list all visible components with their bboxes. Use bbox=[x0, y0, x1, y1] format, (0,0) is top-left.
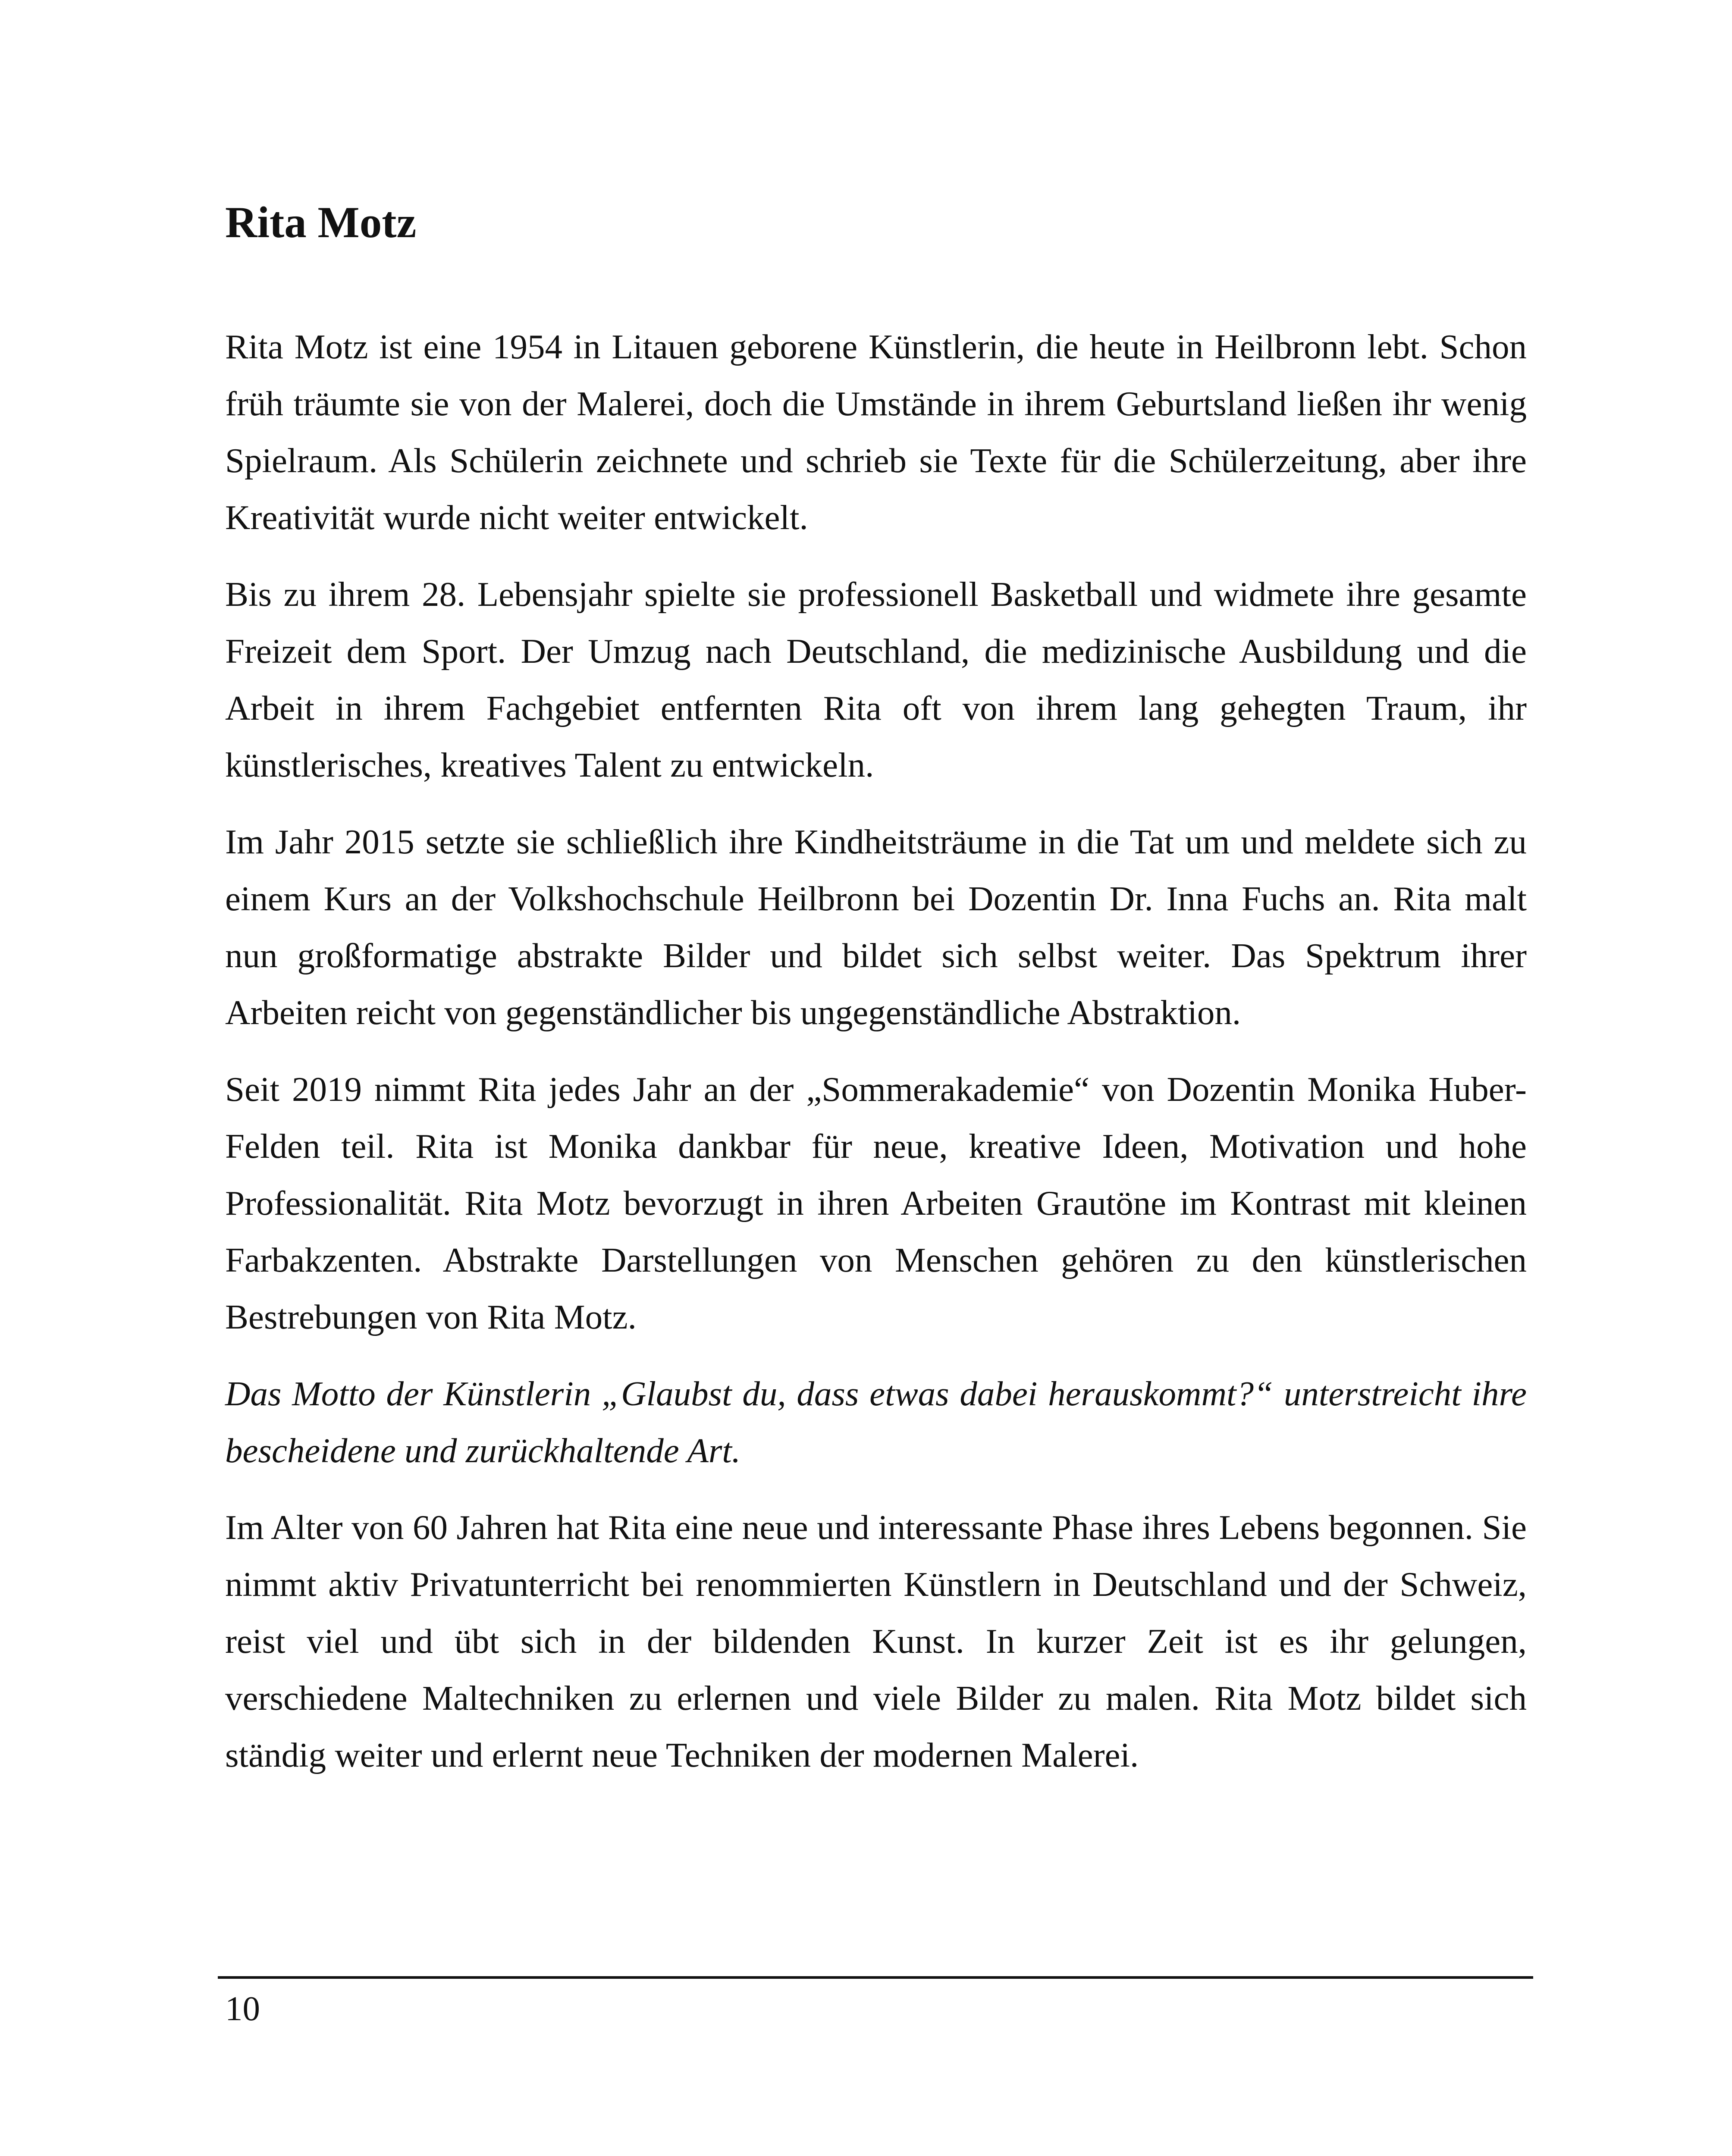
paragraph: Im Jahr 2015 setzte sie schließlich ihre Kindheitsträume in die Tat um und meldete sich zu einem Kurs an der Volkshochschule Heilbronn bei Dozentin Dr. Inna Fuchs an. Rita malt nun großformatige abstrakte Bilder und bildet sich selbst weiter. Das Spektrum ihrer Arbeiten reicht von gegenständlicher bis ungegenständliche Abstraktion. bbox=[225, 822, 1527, 1032]
paragraph: Seit 2019 nimmt Rita jedes Jahr an der „Sommerakademie“ von Dozentin Monika Huber-Felden teil. Rita ist Monika dankbar für neue, kreative Ideen, Motivation und hohe Professionalität. Rita Motz bevorzugt in ihren Arbeiten Grautöne im Kontrast mit kleinen Farbakzenten. Abstrakte Darstellungen von Menschen gehören zu den künstlerischen Bestrebungen von Rita Motz. bbox=[225, 1070, 1527, 1336]
paragraph: Im Alter von 60 Jahren hat Rita eine neue und interessante Phase ihres Lebens begonnen. Sie nimmt aktiv Privatunterricht bei renommierten Künstlern in Deutschland und der Schweiz, reist viel und übt sich in der bildenden Kunst. In kurzer Zeit ist es ihr gelungen, verschiedene Maltechniken zu erlernen und viele Bilder zu malen. Rita Motz bildet sich ständig weiter und erlernt neue Techniken der modernen Malerei. bbox=[225, 1508, 1527, 1774]
paragraph: Rita Motz ist eine 1954 in Litauen geborene Künstlerin, die heute in Heilbronn lebt. Schon früh träumte sie von der Malerei, doch die Umstände in ihrem Geburtsland ließen ihr wenig Spielraum. Als Schülerin zeichnete und schrieb sie Texte für die Schülerzeitung, aber ihre Kreativität wurde nicht weiter entwickelt. bbox=[225, 327, 1527, 537]
footer-divider bbox=[218, 1976, 1533, 1979]
page-title: Rita Motz bbox=[225, 198, 417, 247]
page-number: 10 bbox=[225, 1989, 260, 2028]
paragraph: Bis zu ihrem 28. Lebensjahr spielte sie professionell Basketball und widmete ihre gesamte Freizeit dem Sport. Der Umzug nach Deutschland, die medizinische Ausbildung und die Arbeit in ihrem Fachgebiet entfernten Rita oft von ihrem lang gehegten Traum, ihr künstlerisches, kreatives Talent zu entwickeln. bbox=[225, 575, 1527, 784]
motto-paragraph: Das Motto der Künstlerin „Glaubst du, dass etwas dabei herauskommt?“ unterstreicht ihre bescheidene und zurückhaltende Art. bbox=[225, 1374, 1527, 1470]
body-text bbox=[225, 318, 1527, 1803]
